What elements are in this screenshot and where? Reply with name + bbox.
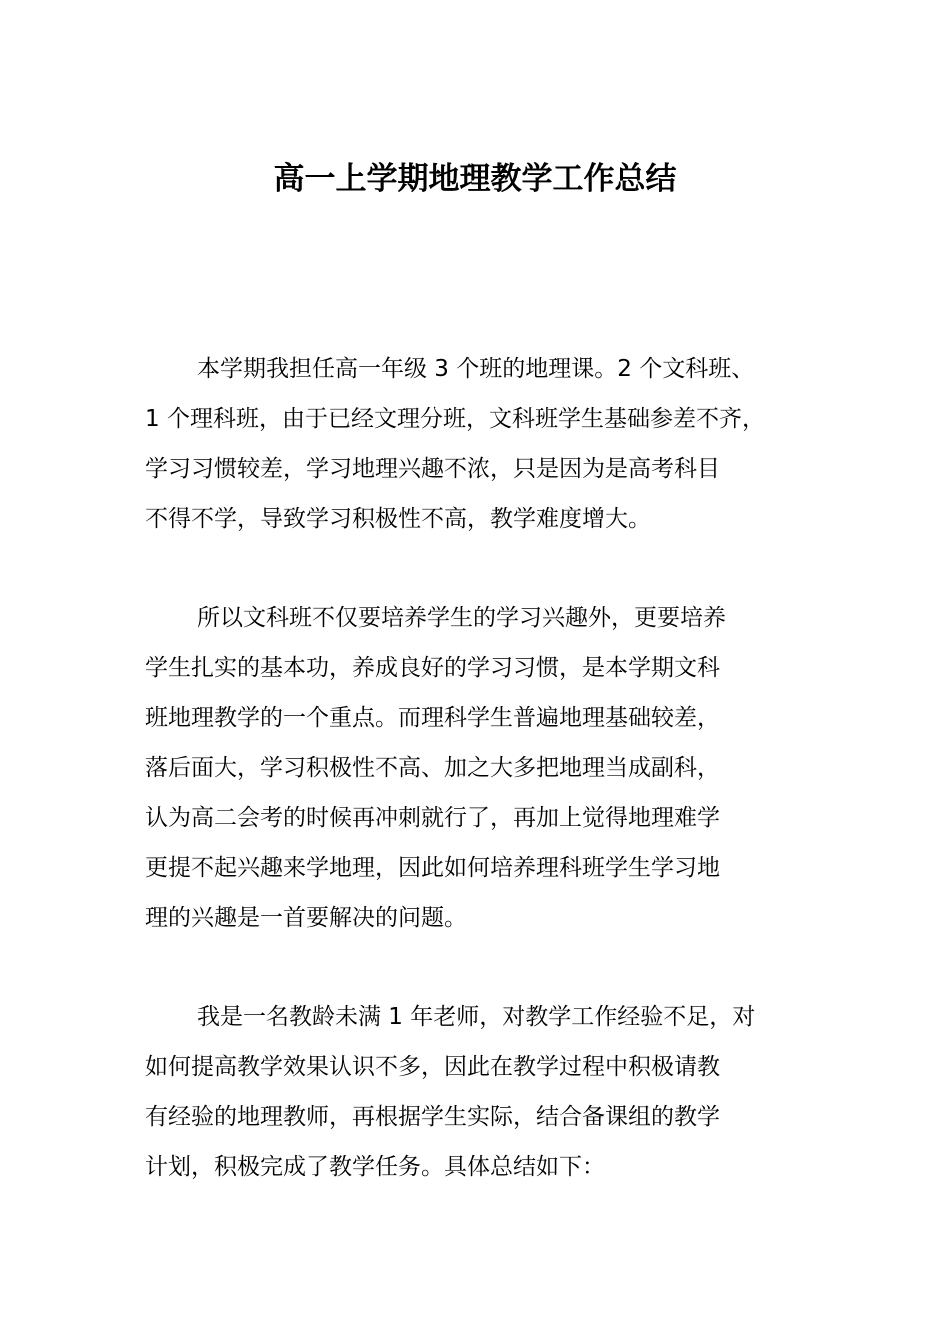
paragraph-line: 有经验的地理教师，再根据学生实际，结合备课组的教学 bbox=[145, 1104, 720, 1130]
paragraph-line: 如何提高教学效果认识不多，因此在教学过程中积极请教 bbox=[145, 1054, 720, 1080]
paragraph-line: 学生扎实的基本功，养成良好的学习习惯，是本学期文科 bbox=[145, 655, 720, 681]
paragraph-line: 所以文科班不仅要培养学生的学习兴趣外，更要培养 bbox=[197, 605, 726, 631]
paragraph-line: 不得不学，导致学习积极性不高，教学难度增大。 bbox=[145, 506, 651, 532]
paragraph-line: 落后面大，学习积极性不高、加之大多把地理当成副科， bbox=[145, 755, 720, 781]
paragraph-line: 本学期我担任高一年级 3 个班的地理课。2 个文科班、 bbox=[197, 356, 755, 382]
paragraph-1 bbox=[145, 344, 835, 544]
paragraph-line: 计划，积极完成了教学任务。具体总结如下： bbox=[145, 1154, 605, 1180]
document-title: 高一上学期地理教学工作总结 bbox=[273, 161, 677, 197]
paragraph-line: 理的兴趣是一首要解决的问题。 bbox=[145, 905, 467, 931]
paragraph-line: 班地理教学的一个重点。而理科学生普遍地理基础较差， bbox=[145, 705, 720, 731]
paragraph-2 bbox=[145, 593, 835, 943]
paragraph-line: 我是一名教龄未满 1 年老师，对教学工作经验不足，对 bbox=[197, 1004, 756, 1030]
paragraph-line: 更提不起兴趣来学地理，因此如何培养理科班学生学习地 bbox=[145, 855, 720, 881]
paragraph-line: 认为高二会考的时候再冲刺就行了，再加上觉得地理难学 bbox=[145, 805, 720, 831]
paragraph-line: 1 个理科班，由于已经文理分班，文科班学生基础参差不齐， bbox=[145, 406, 765, 432]
paragraph-3 bbox=[145, 992, 835, 1192]
paragraph-line: 学习习惯较差，学习地理兴趣不浓，只是因为是高考科目 bbox=[145, 456, 720, 482]
